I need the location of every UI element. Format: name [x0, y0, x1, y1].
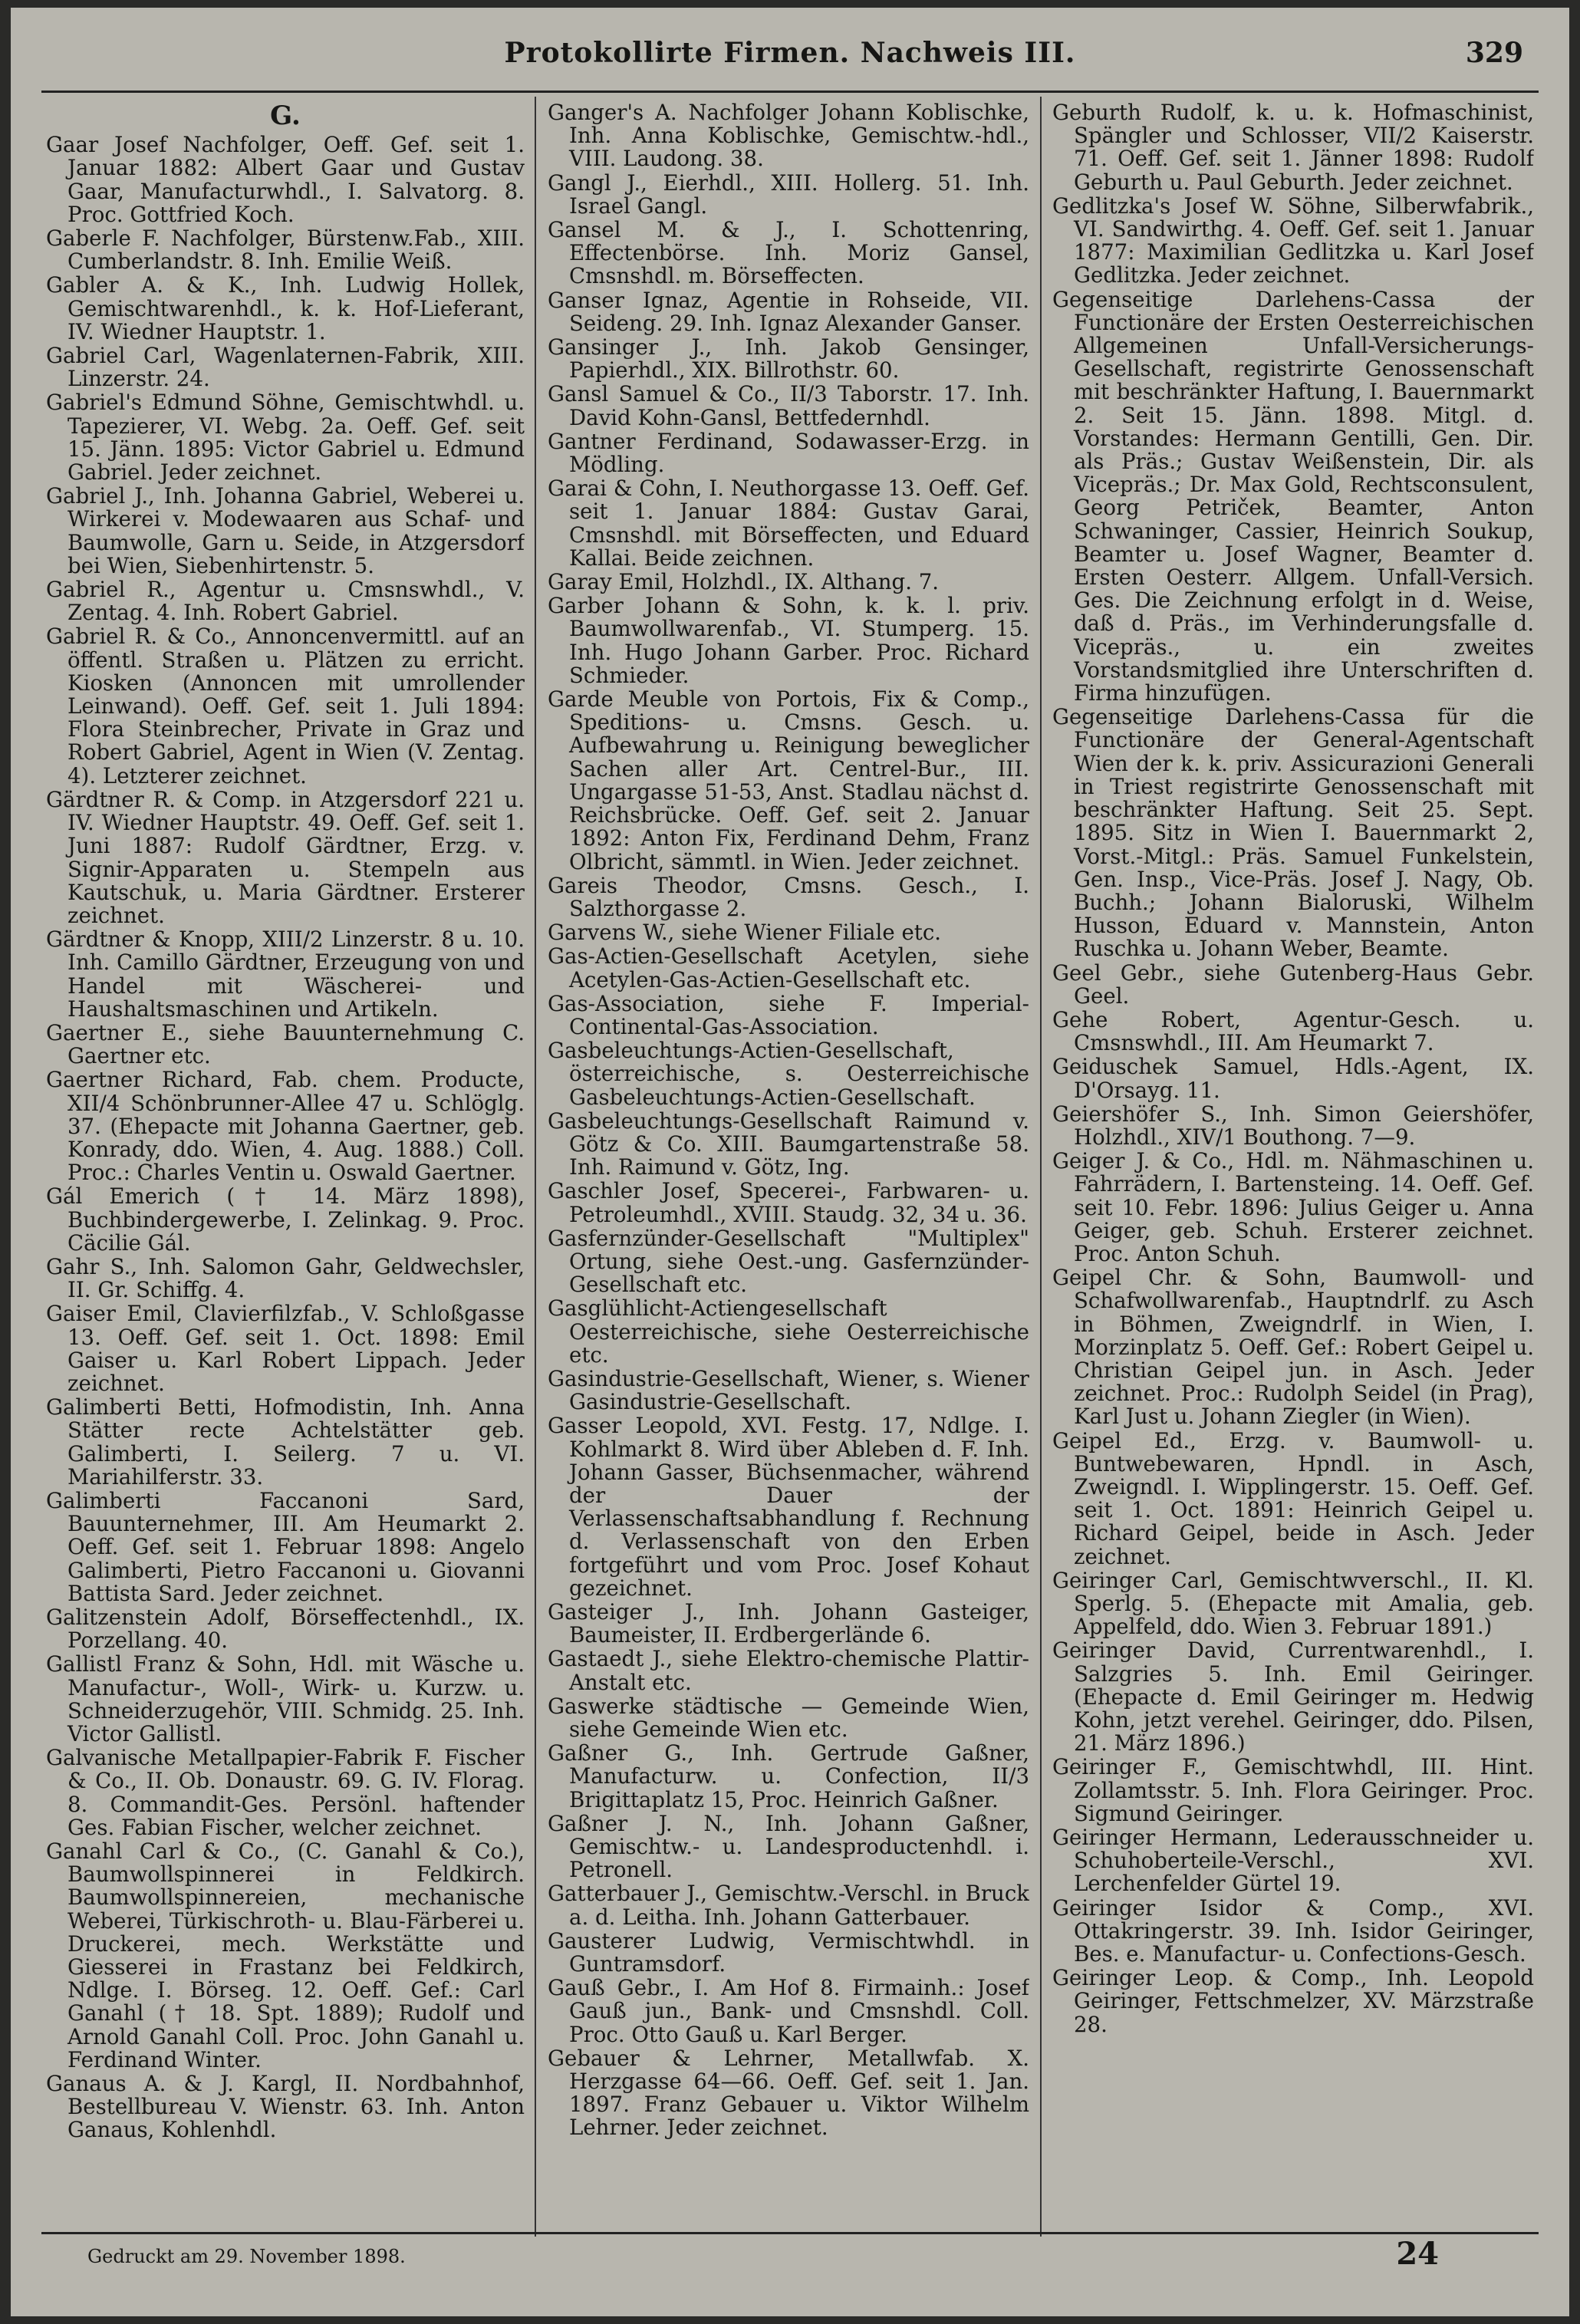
directory-entry: Garber Johann & Sohn, k. k. l. priv. Baumwollwarenfab., VI. Stumperg. 15. Inh. Hugo Johann Garber. Proc. Richard Schmieder.	[548, 593, 1029, 688]
directory-entry: Gansinger J., Inh. Jakob Gensinger, Papierhdl., XIX. Billrothstr. 60.	[548, 334, 1029, 383]
directory-entry: Galitzenstein Adolf, Börseffectenhdl., IX. Porzellang. 40.	[46, 1605, 525, 1654]
directory-entry: Gärdtner R. & Comp. in Atzgersdorf 221 u. IV. Wiedner Hauptstr. 49. Oeff. Gef. seit 1. Juni 1887: Rudolf Gärdtner, Erzg. v. Signir-Apparaten u. Stempeln aus Kautschuk, u. Maria Gärdtner. Ersterer zeichnet.	[46, 786, 525, 928]
directory-entry: Gegenseitige Darlehens-Cassa der Functionäre der Ersten Oesterreichischen Allgemeinen Unfall-Versicherungs-Gesellschaft, registrirte Genossenschaft mit beschränkter Haftung, I. Bauernmarkt 2. Seit 15. Jänn. 1898. Mitgl. d. Vorstandes: Hermann Gentilli, Gen. Dir. als Präs.; Gustav Weißenstein, Dir. als Vicepräs.; Dr. Max Gold, Rechtsconsulent, Georg Petriček, Beamter, Anton Schwaninger, Cassier, Heinrich Soukup, Beamter u. Josef Wagner, Beamter d. Ersten Oesterr. Allgem. Unfall-Versich. Ges. Die Zeichnung erfolgt in d. Weise, daß d. Präs., im Verhinderungsfalle d. Vicepräs., u. ein zweites Vorstandsmitglied ihre Unterschriften d. Firma hinzufügen.	[1052, 286, 1534, 706]
column-1	[46, 101, 525, 2233]
directory-entry: Gebauer & Lehrner, Metallwfab. X. Herzgasse 64—66. Oeff. Gef. seit 1. Jan. 1897. Franz Gebauer u. Viktor Wilhelm Lehrner. Jeder zeichnet.	[548, 2045, 1029, 2141]
directory-entry: Geburth Rudolf, k. u. k. Hofmaschinist, Spängler und Schlosser, VII/2 Kaiserstr. 71. Oeff. Gef. seit 1. Jänner 1898: Rudolf Geburth u. Paul Geburth. Jeder zeichnet.	[1052, 101, 1534, 195]
directory-entry: Gaßner J. N., Inh. Johann Gaßner, Gemischtw.- u. Landesproductenhdl. i. Petronell.	[548, 1810, 1029, 1883]
section-letter: G.	[270, 101, 301, 131]
directory-entry: Gabriel R., Agentur u. Cmsnswhdl., V. Zentag. 4. Inh. Robert Gabriel.	[46, 577, 525, 626]
directory-entry: Gahr S., Inh. Salomon Gahr, Geldwechsler, II. Gr. Schiffg. 4.	[46, 1253, 525, 1303]
directory-entry: Gaar Josef Nachfolger, Oeff. Gef. seit 1. Januar 1882: Albert Gaar und Gustav Gaar, Manufacturwhdl., I. Salvatorg. 8. Proc. Gottfried Koch.	[46, 132, 525, 227]
directory-entry: Gansel M. & J., I. Schottenring, Effectenbörse. Inh. Moriz Gansel, Cmsnshdl. m. Börseffecten.	[548, 217, 1029, 289]
directory-entry: Galimberti Betti, Hofmodistin, Inh. Anna Stätter recte Achtelstätter geb. Galimberti, I. Seilerg. 7 u. VI. Mariahilferstr. 33.	[46, 1394, 525, 1490]
directory-entry: Gál Emerich († 14. März 1898), Buchbindergewerbe, I. Zelinkag. 9. Proc. Cäcilie Gál.	[46, 1183, 525, 1256]
directory-entry: Gabriel Carl, Wagenlaternen-Fabrik, XIII. Linzerstr. 24.	[46, 343, 525, 392]
header-rule	[41, 91, 1539, 93]
directory-entry: Ganahl Carl & Co., (C. Ganahl & Co.), Baumwollspinnerei in Feldkirch. Baumwollspinnereien, mechanische Weberei, Türkischroth- u. Blau-Färberei u. Druckerei, mech. Werkstätte und Giesserei in Frastanz bei Feldkirch, Ndlge. I. Börseg. 12. Oeff. Gef.: Carl Ganahl († 18. Spt. 1889); Rudolf und Arnold Ganahl Coll. Proc. John Ganahl u. Ferdinand Winter.	[46, 1838, 525, 2072]
directory-entry: Gasbeleuchtungs-Actien-Gesellschaft, österreichische, s. Oesterreichische Gasbeleuchtungs-Actien-Gesellschaft.	[548, 1038, 1029, 1110]
directory-entry: Gaßner G., Inh. Gertrude Gaßner, Manufacturw. u. Confection, II/3 Brigittaplatz 15, Proc. Heinrich Gaßner.	[548, 1740, 1029, 1812]
column-divider-2	[1040, 97, 1042, 2237]
directory-entry: Gaertner Richard, Fab. chem. Producte, XII/4 Schönbrunner-Allee 47 u. Schlöglg. 37. (Ehepacte mit Johanna Gaertner, geb. Konrady, ddo. Wien, 4. Aug. 1888.) Coll. Proc.: Charles Ventin u. Oswald Gaertner.	[46, 1067, 525, 1186]
directory-entry: Geiger J. & Co., Hdl. m. Nähmaschinen u. Fahrrädern, I. Bartensteing. 14. Oeff. Gef. seit 10. Febr. 1896: Julius Geiger u. Anna Geiger, geb. Schuh. Ersterer zeichnet. Proc. Anton Schuh.	[1052, 1148, 1534, 1266]
page-number: 329	[1465, 37, 1523, 69]
directory-entry: Gaertner E., siehe Bauunternehmung C. Gaertner etc.	[46, 1019, 525, 1069]
print-date: Gedruckt am 29. November 1898.	[87, 2246, 406, 2267]
directory-entry: Gegenseitige Darlehens-Cassa für die Functionäre der General-Agentschaft Wien der k. k. priv. Assicurazioni Generali in Triest registrirte Genossenschaft mit beschränkter Haftung. Seit 25. Sept. 1895. Sitz in Wien I. Bauernmarkt 2, Vorst.-Mitgl.: Präs. Samuel Funkelstein, Gen. Insp., Vice-Präs. Josef J. Nagy, Ob. Buchh.; Johann Bialoruski, Wilhelm Husson, Eduard v. Mannstein, Anton Ruschka u. Johann Weber, Beamte.	[1052, 704, 1534, 962]
directory-entry: Gabriel J., Inh. Johanna Gabriel, Weberei u. Wirkerei v. Modewaaren aus Schaf- und Baumwolle, Garn u. Seide, in Atzgersdorf bei Wien, Siebenhirtenstr. 5.	[46, 483, 525, 578]
directory-entry: Geiduschek Samuel, Hdls.-Agent, IX. D'Orsayg. 11.	[1052, 1054, 1534, 1103]
directory-entry: Gasteiger J., Inh. Johann Gasteiger, Baumeister, II. Erdbergerlände 6.	[548, 1599, 1029, 1648]
directory-entry: Galvanische Metallpapier-Fabrik F. Fischer & Co., II. Ob. Donaustr. 69. G. IV. Florag. 8. Commandit-Ges. Persönl. haftender Ges. Fabian Fischer, welcher zeichnet.	[46, 1745, 525, 1840]
directory-entry: Geiringer Carl, Gemischtwverschl., II. Kl. Sperlg. 5. (Ehepacte mit Amalia, geb. Appelfeld, ddo. Wien 3. Februar 1891.)	[1052, 1567, 1534, 1640]
directory-entry: Gabler A. & K., Inh. Ludwig Hollek, Gemischtwarenhdl., k. k. Hof-Lieferant, IV. Wiedner Hauptstr. 1.	[46, 272, 525, 344]
directory-entry: Gaberle F. Nachfolger, Bürstenw.Fab., XIII. Cumberlandstr. 8. Inh. Emilie Weiß.	[46, 225, 525, 275]
directory-entry: Geiringer David, Currentwarenhdl., I. Salzgries 5. Inh. Emil Geiringer. (Ehepacte d. Emil Geiringer m. Hedwig Kohn, jetzt verehel. Geiringer, ddo. Pilsen, 21. März 1896.)	[1052, 1638, 1534, 1756]
column-3	[1052, 101, 1534, 2233]
directory-entry: Geiringer Isidor & Comp., XVI. Ottakringerstr. 39. Inh. Isidor Geiringer, Bes. e. Manufactur- u. Confections-Gesch.	[1052, 1894, 1534, 1967]
directory-entry: Geipel Ed., Erzg. v. Baumwoll- u. Buntwebewaren, Hpndl. in Asch, Zweigndl. I. Wipplingerstr. 15. Oeff. Gef. seit 1. Oct. 1891: Heinrich Geipel u. Richard Geipel, beide in Asch. Jeder zeichnet.	[1052, 1427, 1534, 1569]
directory-entry: Gasbeleuchtungs-Gesellschaft Raimund v. Götz & Co. XIII. Baumgartenstraße 58. Inh. Raimund v. Götz, Ing.	[548, 1108, 1029, 1180]
directory-entry: Ganaus A. & J. Kargl, II. Nordbahnhof, Bestellbureau V. Wienstr. 63. Inh. Anton Ganaus, Kohlenhdl.	[46, 2071, 525, 2143]
directory-entry: Gareis Theodor, Cmsns. Gesch., I. Salzthorgasse 2.	[548, 872, 1029, 921]
directory-entry: Geel Gebr., siehe Gutenberg-Haus Gebr. Geel.	[1052, 960, 1534, 1009]
directory-entry: Geiringer F., Gemischtwhdl, III. Hint. Zollamtsstr. 5. Inh. Flora Geiringer. Proc. Sigmund Geiringer.	[1052, 1754, 1534, 1826]
directory-entry: Gantner Ferdinand, Sodawasser-Erzg. in Mödling.	[548, 428, 1029, 478]
directory-entry: Gausterer Ludwig, Vermischtwhdl. in Guntramsdorf.	[548, 1927, 1029, 1977]
page-header-title: Protokollirte Firmen. Nachweis III.	[504, 37, 1076, 69]
directory-entry: Gehe Robert, Agentur-Gesch. u. Cmsnswhdl., III. Am Heumarkt 7.	[1052, 1006, 1534, 1056]
directory-entry: Ganger's A. Nachfolger Johann Koblischke, Inh. Anna Koblischke, Gemischtw.-hdl., VIII. Laudong. 38.	[548, 101, 1029, 172]
directory-entry: Gaschler Josef, Specerei-, Farbwaren- u. Petroleumhdl., XVIII. Staudg. 32, 34 u. 36.	[548, 1178, 1029, 1227]
directory-entry: Geiringer Leop. & Comp., Inh. Leopold Geiringer, Fettschmelzer, XV. Märzstraße 28.	[1052, 1965, 1534, 2037]
signature-mark: 24	[1396, 2236, 1439, 2272]
directory-entry: Garay Emil, Holzhdl., IX. Althang. 7.	[548, 569, 940, 595]
directory-entry: Geiringer Hermann, Lederausschneider u. Schuhoberteile-Verschl., XVI. Lerchenfelder Gürtel 19.	[1052, 1825, 1534, 1897]
column-2	[548, 101, 1029, 2233]
document-page	[11, 8, 1569, 2316]
directory-entry: Gallistl Franz & Sohn, Hdl. mit Wäsche u. Manufactur-, Woll-, Wirk- u. Kurzw. u. Schneiderzugehör, VIII. Schmidg. 25. Inh. Victor Gallistl.	[46, 1651, 525, 1747]
directory-entry: Gas-Actien-Gesellschaft Acetylen, siehe Acetylen-Gas-Actien-Gesellschaft etc.	[548, 943, 1029, 992]
directory-entry: Geipel Chr. & Sohn, Baumwoll- und Schafwollwarenfab., Hauptndrlf. zu Asch in Böhmen, Zweigndrlf. in Wien, I. Morzinplatz 5. Oeff. Gef.: Robert Geipel u. Christian Geipel jun. in Asch. Jeder zeichnet. Proc.: Rudolph Seidel (in Prag), Karl Just u. Johann Ziegler (in Wien).	[1052, 1265, 1534, 1430]
directory-entry: Gasser Leopold, XVI. Festg. 17, Ndlge. I. Kohlmarkt 8. Wird über Ableben d. F. Inh. Johann Gasser, Büchsenmacher, während der Dauer der Verlassenschaftsabhandlung f. Rechnung d. Verlassenschaft von den Erben fortgeführt und vom Proc. Josef Kohaut gezeichnet.	[548, 1413, 1029, 1601]
directory-entry: Gas-Association, siehe F. Imperial-Continental-Gas-Association.	[548, 990, 1029, 1039]
directory-entry: Gaiser Emil, Clavierfilzfab., V. Schloßgasse 13. Oeff. Gef. seit 1. Oct. 1898: Emil Gaiser u. Karl Robert Lippach. Jeder zeichnet.	[46, 1301, 525, 1396]
directory-entry: Ganser Ignaz, Agentie in Rohseide, VII. Seideng. 29. Inh. Ignaz Alexander Ganser.	[548, 287, 1029, 336]
directory-entry: Garai & Cohn, I. Neuthorgasse 13. Oeff. Gef. seit 1. Januar 1884: Gustav Garai, Cmsnshdl. mit Börseffecten, und Eduard Kallai. Beide zeichnen.	[548, 476, 1029, 571]
directory-entry: Gasindustrie-Gesellschaft, Wiener, s. Wiener Gasindustrie-Gesellschaft.	[548, 1365, 1029, 1415]
directory-entry: Gedlitzka's Josef W. Söhne, Silberwfabrik., VI. Sandwirthg. 4. Oeff. Gef. seit 1. Januar 1877: Maximilian Gedlitzka u. Karl Josef Gedlitzka. Jeder zeichnet.	[1052, 193, 1534, 288]
directory-entry: Gatterbauer J., Gemischtw.-Verschl. in Bruck a. d. Leitha. Inh. Johann Gatterbauer.	[548, 1881, 1029, 1930]
directory-entry: Gastaedt J., siehe Elektro-chemische Plattir-Anstalt etc.	[548, 1646, 1029, 1695]
footer-rule	[41, 2232, 1539, 2234]
directory-entry: Gansl Samuel & Co., II/3 Taborstr. 17. Inh. David Kohn-Gansl, Bettfedernhdl.	[548, 381, 1029, 430]
directory-entry: Gauß Gebr., I. Am Hof 8. Firmainh.: Josef Gauß jun., Bank- und Cmsnshdl. Coll. Proc. Otto Gauß u. Karl Berger.	[548, 1975, 1029, 2047]
directory-entry: Geiershöfer S., Inh. Simon Geiershöfer, Holzhdl., XIV/1 Bouthong. 7—9.	[1052, 1101, 1534, 1150]
column-divider-1	[535, 97, 536, 2237]
directory-entry: Galimberti Faccanoni Sard, Bauunternehmer, III. Am Heumarkt 2. Oeff. Gef. seit 1. Februar 1898: Angelo Galimberti, Pietro Faccanoni u. Giovanni Battista Sard. Jeder zeichnet.	[46, 1487, 525, 1606]
directory-entry: Gaswerke städtische — Gemeinde Wien, siehe Gemeinde Wien etc.	[548, 1693, 1029, 1743]
directory-entry: Garde Meuble von Portois, Fix & Comp., Speditions- u. Cmsns. Gesch. u. Aufbewahrung u. Reinigung beweglicher Sachen aller Art. Centrel-Bur., III. Ungargasse 51-53, Anst. Stadlau nächst d. Reichsbrücke. Oeff. Gef. seit 2. Januar 1892: Anton Fix, Ferdinand Dehm, Franz Olbricht, sämmtl. in Wien. Jeder zeichnet.	[548, 686, 1029, 874]
directory-entry: Gasfernzünder-Gesellschaft "Multiplex" Ortung, siehe Oest.-ung. Gasfernzünder-Gesellschaft etc.	[548, 1225, 1029, 1298]
directory-entry: Gärdtner & Knopp, XIII/2 Linzerstr. 8 u. 10. Inh. Camillo Gärdtner, Erzeugung von und Handel mit Wäscherei- und Haushaltsmaschinen und Artikeln.	[46, 927, 525, 1022]
directory-entry: Gabriel's Edmund Söhne, Gemischtwhdl. u. Tapezierer, VI. Webg. 2a. Oeff. Gef. seit 15. Jänn. 1895: Victor Gabriel u. Edmund Gabriel. Jeder zeichnet.	[46, 390, 525, 486]
directory-entry: Garvens W., siehe Wiener Filiale etc.	[548, 920, 942, 946]
directory-entry: Gabriel R. & Co., Annoncenvermittl. auf an öffentl. Straßen u. Plätzen zu erricht. Kiosken (Annoncen mit umrollender Leinwand). Oeff. Gef. seit 1. Juli 1894: Flora Steinbrecher, Private in Graz und Robert Gabriel, Agent in Wien (V. Zentag. 4). Letzterer zeichnet.	[46, 624, 525, 788]
directory-entry: Gasglühlicht-Actiengesellschaft Oesterreichische, siehe Oesterreichische etc.	[548, 1295, 1029, 1368]
directory-entry: Gangl J., Eierhdl., XIII. Hollerg. 51. Inh. Israel Gangl.	[548, 170, 1029, 219]
